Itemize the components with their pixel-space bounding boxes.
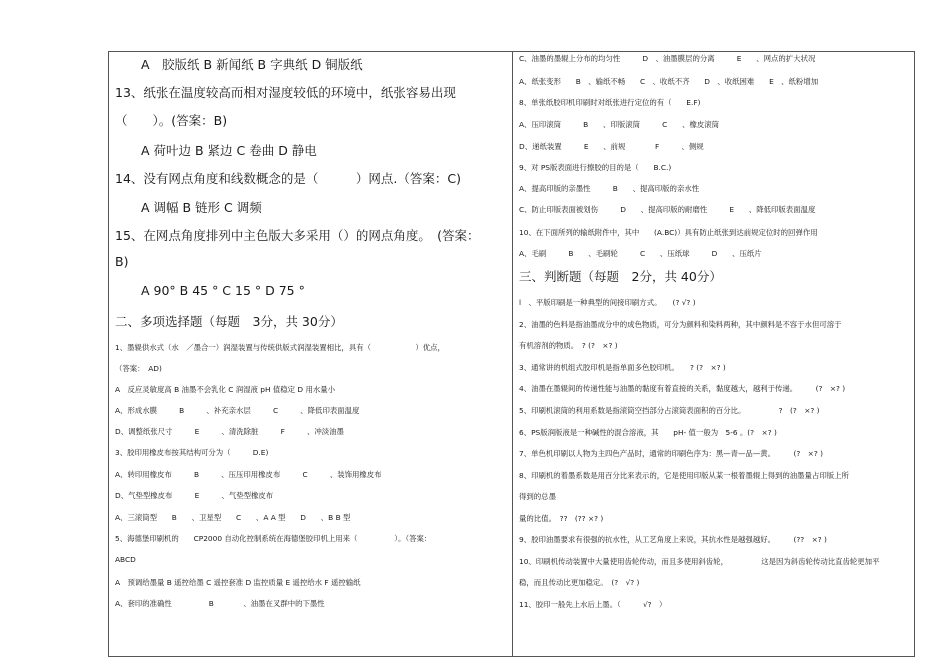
text-line: 得到的总墨 xyxy=(519,491,556,501)
text-line: 4、油墨在墨辊间的传递性能与油墨的黏度有着直接的关系，黏度越大，越利于传递。 (? ×? ) xyxy=(519,383,846,393)
column-divider xyxy=(512,51,513,657)
text-line: A 90° B 45 ° C 15 ° D 75 ° xyxy=(141,283,305,298)
text-line: A、套印的准确性 B 、油墨在叉群中的下墨性 xyxy=(115,598,325,608)
text-line: A 调幅 B 链形 C 调频 xyxy=(141,200,262,215)
text-line: A 预调给墨量 B 遥控给墨 C 遥控套准 D 监控质量 E 遥控给水 F 遥控输纸 xyxy=(115,577,361,587)
text-line: D、递纸装置 E 、前规 F 、侧规 xyxy=(519,141,704,151)
text-line: A 荷叶边 B 紧边 C 卷曲 D 静电 xyxy=(141,143,317,158)
section-heading: 三、判断题（每题 2分，共 40分） xyxy=(519,269,722,284)
text-line: （答案： AD) xyxy=(115,363,162,373)
text-line: A、三滚筒型 B 、卫星型 C 、A A 型 D 、B B 型 xyxy=(115,512,351,522)
text-line: 2、油墨的色料是指油墨成分中的成色物质，可分为颜料和染料两种，其中颜料是不容于水但可溶于 xyxy=(519,319,842,329)
text-line: 稳，而且传动比更加稳定。 (? √? ) xyxy=(519,577,640,587)
text-line: C、油墨的墨辊上分布的均匀性 D 、油墨膜层的分离 E 、网点的扩大状况 xyxy=(519,53,816,63)
text-line: 10、印刷机传动装置中大量使用齿轮传动，而且多使用斜齿轮， 这是因为斜齿轮传动比直齿轮更加平 xyxy=(519,556,880,566)
text-line: 13、纸张在温度较高而相对湿度较低的环境中，纸张容易出现 xyxy=(115,85,456,100)
text-line: D、调整纸张尺寸 E 、清洗除脏 F 、冲淡油墨 xyxy=(115,426,344,436)
text-line: A、压印滚筒 B 、印版滚筒 C 、橡皮滚筒 xyxy=(519,119,720,129)
left-column xyxy=(115,51,507,657)
text-line: A、毛刷 B 、毛刷轮 C 、压纸球 D 、压纸片 xyxy=(519,248,762,258)
text-line: （ ）。(答案：B) xyxy=(115,113,228,128)
text-line: 9、胶印油墨要求有很强的抗水性，从工艺角度上来说，其抗水性是越强越好。 (?? ×? ) xyxy=(519,534,827,544)
text-line: B) xyxy=(115,254,129,269)
text-line: 14、没有网点角度和线数概念的是（ ）网点.（答案：C) xyxy=(115,171,461,186)
text-line: 8、印刷机的着墨系数是用百分比来表示的，它是使用印版从某一根着墨辊上得到的油墨量占印版上所 xyxy=(519,470,849,480)
text-line: 有机溶剂的物质。 ? (? ×? ) xyxy=(519,340,618,350)
text-line: 6、PS版润版液是一种碱性的混合溶液，其 pH- 值一般为 5-6 。(? ×? ) xyxy=(519,427,777,437)
text-line: A 胶版纸 B 新闻纸 B 字典纸 D 铜版纸 xyxy=(141,57,363,72)
right-column xyxy=(519,51,911,657)
text-line: 3、胶印用橡皮布按其结构可分为（ D.E) xyxy=(115,447,269,457)
text-line: 15、在网点角度排列中主色版大多采用（）的网点角度。 (答案： xyxy=(115,228,480,243)
text-line: 5、海德堡印刷机的 CP2000 自动化控制系统在海德堡胶印机上用来（ ）。（答案： xyxy=(115,533,432,543)
text-line: 11、胶印一般先上水后上墨。（ √? ） xyxy=(519,599,667,609)
text-line: l 、平版印刷是一种典型的间接印刷方式。 (? √? ) xyxy=(519,297,696,307)
text-line: 7、单色机印刷以人物为主四色产品时，通常的印刷色序为：黑—青—品—黄。 (? ×? ) xyxy=(519,448,824,458)
text-line: 10、在下面所列的输纸附件中，其中 (A.BC)）具有防止纸张到达前规定位时的回弹作用 xyxy=(519,227,818,237)
text-line: A、提高印版的亲墨性 B 、提高印版的亲水性 xyxy=(519,183,700,193)
text-line: A、纸张变形 B 、输纸不畅 C 、收纸不齐 D 、收纸困难 E 、纸粉增加 xyxy=(519,76,819,86)
text-line: A、形成水膜 B 、补充亲水层 C 、降低印表面温度 xyxy=(115,405,360,415)
text-line: 9、对 PS版表面进行擦胶的目的是（ B.C.) xyxy=(519,162,672,172)
text-line: 5、印刷机滚筒的利用系数是指滚筒空挡部分占滚筒表面积的百分比。 ? (? ×? ) xyxy=(519,405,820,415)
text-line: 量的比值。 ?? (?? ×? ) xyxy=(519,513,604,523)
section-heading: 二、多项选择题（每题 3分，共 30分） xyxy=(115,314,343,329)
text-line: 8、单张纸胶印机印刷时对纸张进行定位的有（ E.F) xyxy=(519,97,701,107)
text-line: A 反应灵敏度高 B 油墨不会乳化 C 润湿液 pH 值稳定 D 用水量小 xyxy=(115,384,336,394)
text-line: D、气垫型橡皮布 E 、气垫型橡皮布 xyxy=(115,490,274,500)
text-line: 1、墨辊供水式（水 ／墨合一）润湿装置与传统供版式润湿装置相比，具有（ ）优点， xyxy=(115,342,445,352)
text-line: 3、通常讲的机组式胶印机是指单面多色胶印机。 ? (? ×? ) xyxy=(519,362,726,372)
text-line: A、转印用橡皮布 B 、压压印用橡皮布 C 、装饰用橡皮布 xyxy=(115,469,382,479)
text-line: ABCD xyxy=(115,554,136,564)
text-line: C、防止印版表面被划伤 D 、提高印版的耐磨性 E 、降低印版表面温度 xyxy=(519,204,816,214)
